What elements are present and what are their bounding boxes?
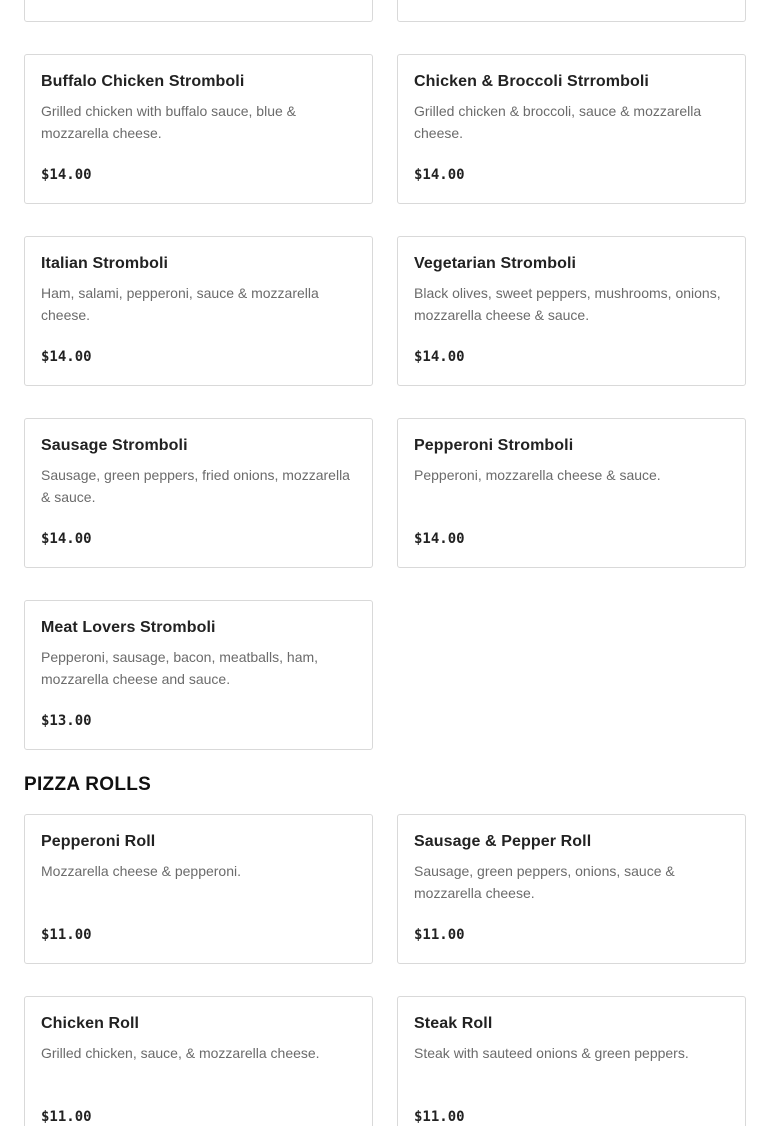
item-name: Pepperoni Stromboli [414, 437, 574, 454]
menu-item-chicken-broccoli-stromboli[interactable] [397, 54, 746, 204]
item-price: $14.00 [414, 167, 465, 183]
menu-item-meat-lovers-stromboli[interactable] [24, 600, 373, 750]
item-description: Black olives, sweet peppers, mushrooms, onions, mozzarella cheese & sauce. [414, 285, 721, 323]
item-price: $11.00 [414, 927, 465, 943]
section-title-pizza-rolls: PIZZA ROLLS [24, 774, 152, 795]
item-description: Sausage, green peppers, fried onions, mozzarella & sauce. [41, 467, 350, 505]
item-description: Pepperoni, mozzarella cheese & sauce. [414, 467, 661, 483]
item-price: $14.00 [414, 531, 465, 547]
item-price [41, 0, 92, 1]
item-name: Meat Lovers Stromboli [41, 619, 216, 636]
item-price [414, 0, 465, 1]
item-description: Grilled chicken with buffalo sauce, blue & mozzarella cheese. [41, 103, 296, 141]
item-name: Pepperoni Roll [41, 833, 156, 850]
item-description: Pepperoni, sausage, bacon, meatballs, ham, mozzarella cheese and sauce. [41, 649, 319, 687]
item-description: Sausage, green peppers, onions, sauce & mozzarella cheese. [414, 863, 675, 901]
menu-item-pepperoni-roll[interactable] [24, 814, 373, 964]
menu-item-italian-stromboli[interactable] [24, 236, 373, 386]
menu-item-buffalo-chicken-stromboli[interactable] [24, 54, 373, 204]
item-price: $14.00 [414, 349, 465, 365]
item-name: Sausage & Pepper Roll [414, 833, 592, 850]
item-price: $13.00 [41, 713, 92, 729]
item-name: Chicken & Broccoli Strromboli [414, 73, 649, 90]
item-name: Vegetarian Stromboli [414, 255, 577, 272]
item-description: Ham, salami, pepperoni, sauce & mozzarella cheese. [41, 285, 319, 323]
menu-item-sausage-pepper-roll[interactable] [397, 814, 746, 964]
menu-item-card[interactable] [24, 0, 373, 22]
item-price: $11.00 [41, 927, 92, 943]
item-description: Mozzarella cheese & pepperoni. [41, 863, 242, 879]
item-price: $14.00 [41, 531, 92, 547]
item-price: $14.00 [41, 167, 92, 183]
item-name: Chicken Roll [41, 1015, 140, 1032]
item-price: $11.00 [41, 1109, 92, 1125]
item-description: Steak with sauteed onions & green peppers. [414, 1045, 689, 1061]
item-description: Grilled chicken & broccoli, sauce & mozzarella cheese. [414, 103, 702, 141]
menu-item-sausage-stromboli[interactable] [24, 418, 373, 568]
item-name: Italian Stromboli [41, 255, 169, 272]
menu-item-chicken-roll[interactable] [24, 996, 373, 1126]
item-name: Sausage Stromboli [41, 437, 188, 454]
item-name: Buffalo Chicken Stromboli [41, 73, 245, 90]
menu-item-pepperoni-stromboli[interactable] [397, 418, 746, 568]
item-name: Steak Roll [414, 1015, 493, 1032]
menu-item-card[interactable] [397, 0, 746, 22]
menu-item-steak-roll[interactable] [397, 996, 746, 1126]
item-price: $14.00 [41, 349, 92, 365]
menu-item-vegetarian-stromboli[interactable] [397, 236, 746, 386]
item-description: Grilled chicken, sauce, & mozzarella cheese. [41, 1045, 320, 1061]
item-price: $11.00 [414, 1109, 465, 1125]
